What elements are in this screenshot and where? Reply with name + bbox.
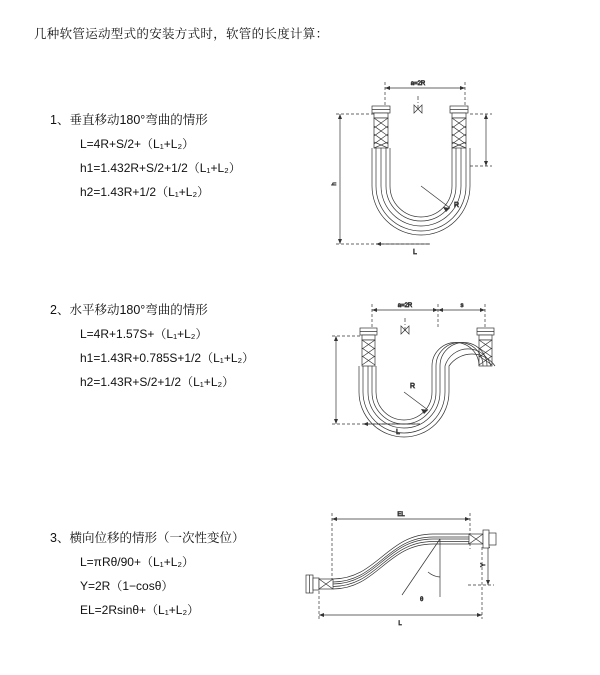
svg-text:Y: Y xyxy=(481,562,487,568)
svg-text:R: R xyxy=(410,383,416,390)
svg-text:a=2R: a=2R xyxy=(397,303,413,309)
case-block-1 xyxy=(50,110,241,209)
case-3-title: 3、横向位移的情形（一次性变位） xyxy=(50,531,245,545)
figure-lateral-offset xyxy=(292,505,512,640)
case-3-formula-3: EL=2Rsinθ+（L₁+L₂） xyxy=(80,603,200,617)
svg-text:a=2R: a=2R xyxy=(410,81,426,87)
svg-text:L: L xyxy=(398,621,402,627)
case-1-title: 1、垂直移动180°弯曲的情形 xyxy=(50,113,208,127)
case-1-formula-2: h1=1.432R+S/2+1/2（L₁+L₂） xyxy=(80,161,241,175)
case-2-formula-1: L=4R+1.57S+（L₁+L₂） xyxy=(80,327,208,341)
svg-text:L: L xyxy=(413,249,417,256)
case-3-formula-2: Y=2R（1−cosθ） xyxy=(80,579,174,593)
svg-text:h: h xyxy=(332,182,338,186)
svg-text:s: s xyxy=(460,303,464,309)
case-block-3 xyxy=(50,528,244,627)
case-3-formula-1: L=πRθ/90+（L₁+L₂） xyxy=(80,555,195,569)
svg-text:R: R xyxy=(454,202,460,209)
svg-text:θ: θ xyxy=(420,597,424,603)
svg-text:L: L xyxy=(396,429,400,436)
case-2-formula-2: h1=1.43R+0.785S+1/2（L₁+L₂） xyxy=(80,351,255,365)
case-2-formula-3: h2=1.43R+S/2+1/2（L₁+L₂） xyxy=(80,375,235,389)
case-1-formula-3: h2=1.43R+1/2（L₁+L₂） xyxy=(80,185,210,199)
figure-horizontal-180-bend xyxy=(310,288,510,468)
page-title: 几种软管运动型式的安装方式时，软管的长度计算： xyxy=(34,27,329,41)
svg-text:EL: EL xyxy=(397,512,405,518)
case-2-title: 2、水平移动180°弯曲的情形 xyxy=(50,303,208,317)
case-block-2 xyxy=(50,300,254,399)
case-1-formula-1: L=4R+S/2+（L₁+L₂） xyxy=(80,137,195,151)
figure-vertical-180-bend xyxy=(310,66,510,266)
